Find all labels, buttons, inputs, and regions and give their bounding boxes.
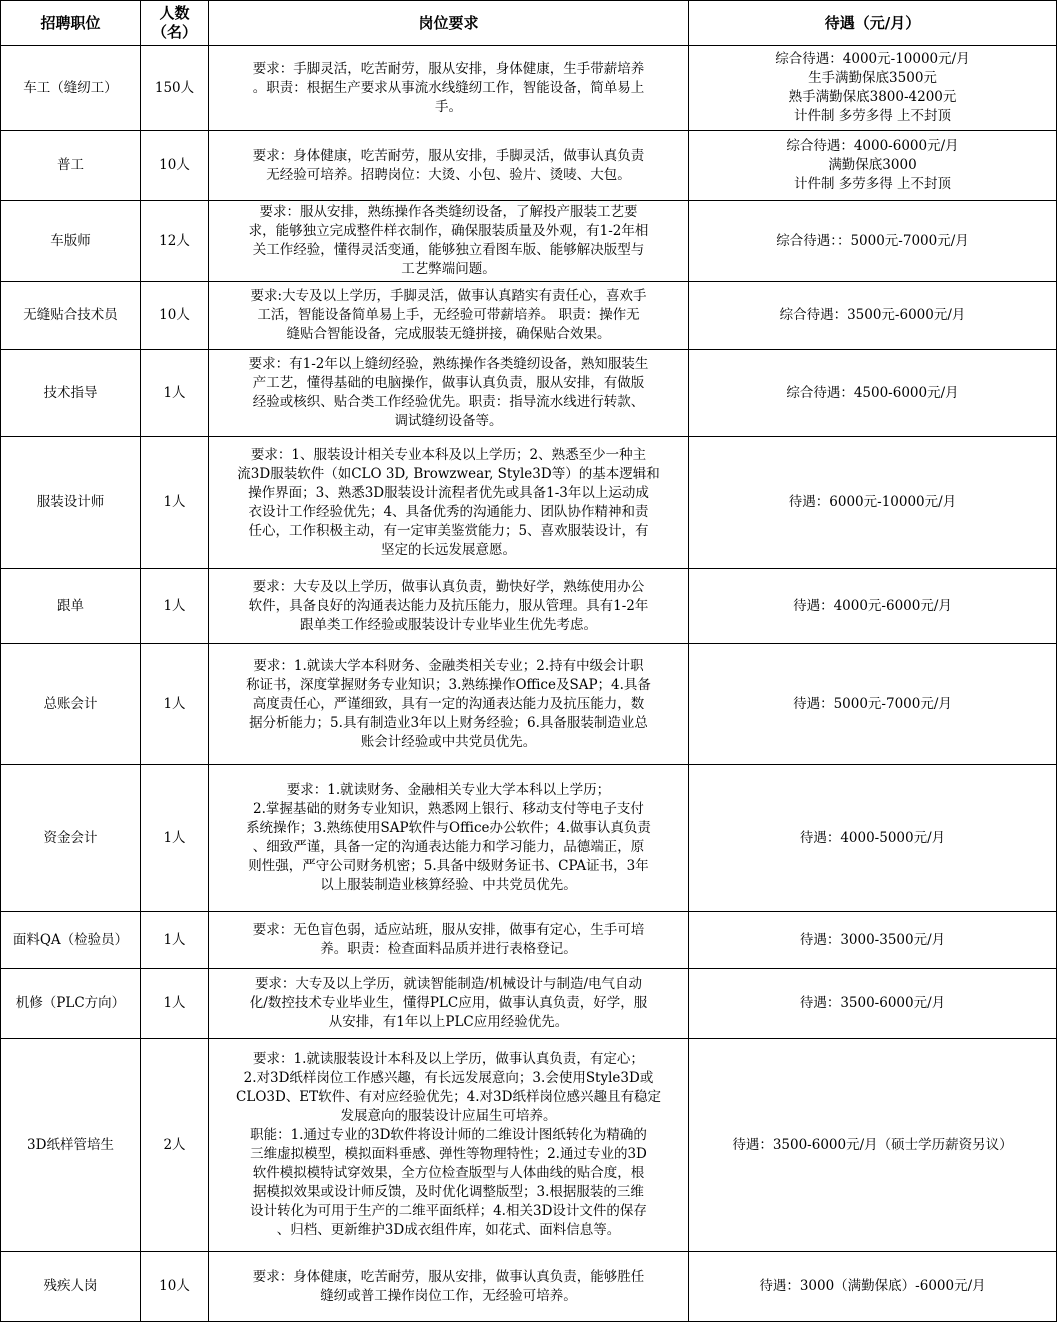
position-cell: 无缝贴合技术员 — [1, 282, 141, 350]
pay-line: 待遇：3000-3500元/月 — [799, 931, 946, 948]
requirements-line: 要求：手脚灵活，吃苦耐劳，服从安排，身体健康，生手带薪培养 — [252, 60, 645, 77]
requirements-line: 要求：有1-2年以上缝纫经验，熟练操作各类缝纫设备，熟知服装生 — [248, 356, 649, 372]
pay-line: 待遇：3500-6000元/月 — [799, 995, 946, 1011]
pay-line: 待遇：3000（满勤保底）-6000元/月 — [759, 1278, 986, 1294]
count-cell: 1人 — [141, 912, 209, 969]
table-row — [1, 1252, 1057, 1322]
requirements-line: 养。职责：检查面料品质并进行表格登记。 — [320, 941, 577, 957]
requirements-line: 经验或核织、贴合类工作经验优先。职责：指导流水线进行转款、 — [252, 394, 645, 410]
header-count — [141, 1, 209, 46]
pay-line: 计件制 多劳多得 上不封顶 — [793, 176, 952, 192]
requirements-line: 、细致严谨，具备一定的沟通表达能力和学习能力，品德端正，原 — [252, 839, 645, 855]
table-row — [1, 765, 1057, 912]
header-pay: 待遇（元/月） — [689, 1, 1057, 46]
table-row — [1, 350, 1057, 437]
count-cell: 1人 — [141, 350, 209, 437]
requirements-line: 要求：1.就读财务、金融相关专业大学本科以上学历； — [286, 782, 611, 798]
requirements-line: 要求：无色盲色弱，适应站班，服从安排，做事有定心，生手可培 — [252, 922, 645, 938]
requirements-line: 以上服装制造业核算经验、中共党员优先。 — [320, 877, 577, 893]
position-cell: 总账会计 — [1, 644, 141, 765]
table-body — [1, 46, 1057, 1322]
requirements-line: 、归档、更新维护3D成衣组件库，如花式、面料信息等。 — [276, 1222, 621, 1238]
pay-cell — [689, 46, 1057, 131]
requirements-line: 据分析能力；5.具有制造业3年以上财务经验；6.具备服装制造业总 — [249, 714, 648, 731]
requirements-line: 要求：大专及以上学历，就读智能制造/机械设计与制造/电气自动 — [254, 976, 643, 992]
pay-cell — [689, 282, 1057, 350]
requirements-line: 据模拟效果或设计师反馈，及时优化调整版型；3.根据服装的三维 — [253, 1184, 644, 1200]
requirements-cell — [209, 969, 689, 1039]
table-row — [1, 46, 1057, 131]
requirements-line: 账会计经验或中共党员优先。 — [360, 733, 537, 750]
requirements-line: 从安排，有1年以上PLC应用经验优先。 — [328, 1014, 569, 1030]
header-row — [1, 1, 1057, 46]
requirements-cell — [209, 1252, 689, 1322]
count-cell: 1人 — [141, 437, 209, 569]
requirements-line: 软件模拟模特试穿效果，全方位检查版型与人体曲线的贴合度，根 — [252, 1165, 645, 1181]
pay-line: 待遇：3500-6000元/月（硕士学历薪资另议） — [732, 1136, 1013, 1153]
table-row — [1, 131, 1057, 201]
requirements-line: 要求：大专及以上学历，做事认真负责，勤快好学，熟练使用办公 — [252, 578, 645, 595]
header-position: 招聘职位 — [1, 1, 141, 46]
requirements-line: CLO3D、ET软件、有对应经验优先；4.对3D纸样岗位感兴趣且有稳定 — [236, 1089, 661, 1105]
pay-cell — [689, 912, 1057, 969]
requirements-line: 缝纫或普工操作岗位工作，无经验可培养。 — [320, 1287, 577, 1304]
count-cell: 1人 — [141, 569, 209, 644]
count-cell: 150人 — [141, 46, 209, 131]
pay-cell — [689, 350, 1057, 437]
count-cell: 10人 — [141, 282, 209, 350]
table-row — [1, 437, 1057, 569]
requirements-line: 2.对3D纸样岗位工作感兴趣，有长远发展意向；3.会使用Style3D或 — [243, 1070, 654, 1086]
requirements-line: 要求:大专及以上学历，手脚灵活，做事认真踏实有责任心，喜欢手 — [250, 288, 647, 304]
requirements-line: 软件，具备良好的沟通表达能力及抗压能力，服从管理。具有1-2年 — [248, 597, 649, 614]
pay-line: 综合待遇：4000-6000元/月 — [786, 138, 959, 154]
requirements-cell — [209, 569, 689, 644]
pay-cell — [689, 201, 1057, 282]
requirements-cell — [209, 1039, 689, 1252]
pay-cell — [689, 569, 1057, 644]
requirements-line: 要求：1、服装设计相关专业本科及以上学历；2、熟悉至少一种主 — [250, 446, 647, 463]
count-cell: 1人 — [141, 969, 209, 1039]
requirements-line: 要求：1.就读服装设计本科及以上学历，做事认真负责，有定心； — [253, 1051, 644, 1067]
requirements-line: 流3D服装软件（如CLO 3D, Browzwear, Style3D等）的基本逻辑和 — [237, 465, 660, 482]
position-cell: 跟单 — [1, 569, 141, 644]
position-cell: 3D纸样管培生 — [1, 1039, 141, 1252]
requirements-line: 求，能够独立完成整件样衣制作，确保服装质量及外观，有1-2年相 — [248, 223, 649, 239]
pay-line: 熟手满勤保底3800-4200元 — [788, 89, 957, 105]
count-cell: 2人 — [141, 1039, 209, 1252]
requirements-line: 手。 — [435, 98, 462, 115]
count-cell: 12人 — [141, 201, 209, 282]
requirements-cell — [209, 131, 689, 201]
requirements-line: 要求：身体健康，吃苦耐劳，服从安排，做事认真负责，能够胜任 — [252, 1268, 645, 1285]
pay-line: 待遇：4000-5000元/月 — [799, 829, 946, 846]
position-cell: 面料QA（检验员） — [1, 912, 141, 969]
requirements-cell — [209, 282, 689, 350]
pay-cell — [689, 1039, 1057, 1252]
pay-line: 待遇：6000元-10000元/月 — [788, 494, 957, 510]
count-cell: 10人 — [141, 1252, 209, 1322]
requirements-line: 2.掌握基础的财务专业知识，熟悉网上银行、移动支付等电子支付 — [253, 801, 644, 817]
pay-cell — [689, 1252, 1057, 1322]
pay-line: 待遇：4000元-6000元/月 — [793, 597, 952, 614]
requirements-line: 三维虚拟模型，模拟面料垂感、弹性等物理特性；2.通过专业的3D — [250, 1146, 647, 1162]
requirements-line: 。职责：根据生产要求从事流水线缝纫工作，智能设备，简单易上 — [252, 79, 645, 96]
requirements-line: 要求：身体健康，吃苦耐劳，服从安排，手脚灵活，做事认真负责 — [252, 147, 645, 164]
pay-line: 综合待遇：4000元-10000元/月 — [775, 51, 970, 67]
pay-cell — [689, 765, 1057, 912]
requirements-line: 任心，工作积极主动，有一定审美鉴赏能力；5、喜欢服装设计，有 — [248, 522, 649, 539]
header-count-line: （名） — [151, 23, 197, 41]
requirements-line: 缝贴合智能设备，完成服装无缝拼接，确保贴合效果。 — [286, 326, 611, 342]
requirements-cell — [209, 437, 689, 569]
position-cell: 机修（PLC方向） — [1, 969, 141, 1039]
requirements-line: 要求：服从安排，熟练操作各类缝纫设备，了解投产服装工艺要 — [259, 204, 638, 220]
requirements-line: 工艺弊端问题。 — [401, 261, 496, 277]
position-cell: 车版师 — [1, 201, 141, 282]
requirements-line: 要求：1.就读大学本科财务、金融类相关专业；2.持有中级会计职 — [253, 657, 644, 674]
count-cell: 1人 — [141, 765, 209, 912]
pay-line: 综合待遇：3500元-6000元/月 — [779, 307, 966, 323]
requirements-line: 职能：1.通过专业的3D软件将设计师的二维设计图纸转化为精确的 — [250, 1127, 647, 1143]
requirements-line: 化/数控技术专业毕业生，懂得PLC应用，做事认真负责，好学，服 — [249, 995, 648, 1011]
pay-line: 满勤保底3000 — [828, 157, 917, 173]
pay-line: 综合待遇：4500-6000元/月 — [786, 384, 959, 401]
requirements-line: 系统操作；3.熟练使用SAP软件与Office办公软件；4.做事认真负责 — [246, 820, 651, 836]
requirements-cell — [209, 644, 689, 765]
requirements-line: 产工艺，懂得基础的电脑操作，做事认真负责，服从安排，有做版 — [252, 375, 645, 391]
requirements-cell — [209, 765, 689, 912]
table-row — [1, 644, 1057, 765]
header-count-line: 人数 — [159, 4, 190, 22]
pay-cell — [689, 437, 1057, 569]
count-cell: 1人 — [141, 644, 209, 765]
position-cell: 普工 — [1, 131, 141, 201]
requirements-line: 无经验可培养。招聘岗位：大烫、小包、验片、烫唛、大包。 — [266, 166, 631, 183]
position-cell: 技术指导 — [1, 350, 141, 437]
requirements-cell — [209, 912, 689, 969]
requirements-line: 称证书，深度掌握财务专业知识；3.熟练操作Office及SAP；4.具备 — [246, 676, 651, 693]
position-cell: 服装设计师 — [1, 437, 141, 569]
table-row — [1, 201, 1057, 282]
requirements-line: 关工作经验，懂得灵活变通，能够独立看图车版、能够解决版型与 — [252, 242, 645, 258]
requirements-line: 则性强，严守公司财务机密；5.具备中级财务证书、CPA证书，3年 — [248, 858, 649, 874]
requirements-line: 跟单类工作经验或服装设计专业毕业生优先考虑。 — [300, 616, 597, 633]
table-row — [1, 912, 1057, 969]
pay-cell — [689, 131, 1057, 201]
count-cell: 10人 — [141, 131, 209, 201]
table-row — [1, 969, 1057, 1039]
requirements-cell — [209, 350, 689, 437]
requirements-cell — [209, 201, 689, 282]
position-cell: 车工（缝纫工） — [1, 46, 141, 131]
table-row — [1, 282, 1057, 350]
requirements-cell — [209, 46, 689, 131]
requirements-line: 衣设计工作经验优先；4、具备优秀的沟通能力、团队协作精神和责 — [248, 503, 649, 520]
position-cell: 残疾人岗 — [1, 1252, 141, 1322]
requirements-line: 设计转化为可用于生产的二维平面纸样；4.相关3D设计文件的保存 — [250, 1203, 647, 1219]
position-cell: 资金会计 — [1, 765, 141, 912]
requirements-line: 操作界面；3、熟悉3D服装设计流程者优先或具备1-3年以上运动成 — [248, 484, 649, 501]
pay-cell — [689, 644, 1057, 765]
requirements-line: 工活，智能设备简单易上手，无经验可带薪培养。 职责：操作无 — [257, 307, 640, 323]
pay-line: 待遇：5000元-7000元/月 — [793, 695, 952, 712]
requirements-line: 发展意向的服装设计应届生可培养。 — [340, 1108, 557, 1124]
requirements-line: 调试缝纫设备等。 — [394, 413, 503, 429]
table-row — [1, 1039, 1057, 1252]
requirements-line: 高度责任心，严谨细致，具有一定的沟通表达能力及抗压能力，数 — [252, 695, 645, 712]
pay-line: 计件制 多劳多得 上不封顶 — [793, 108, 952, 124]
pay-line: 综合待遇：：5000元-7000元/月 — [776, 232, 969, 249]
header-requirements: 岗位要求 — [209, 1, 689, 46]
table-row — [1, 569, 1057, 644]
requirements-line: 坚定的长远发展意愿。 — [381, 541, 516, 558]
pay-line: 生手满勤保底3500元 — [808, 70, 937, 86]
pay-cell — [689, 969, 1057, 1039]
